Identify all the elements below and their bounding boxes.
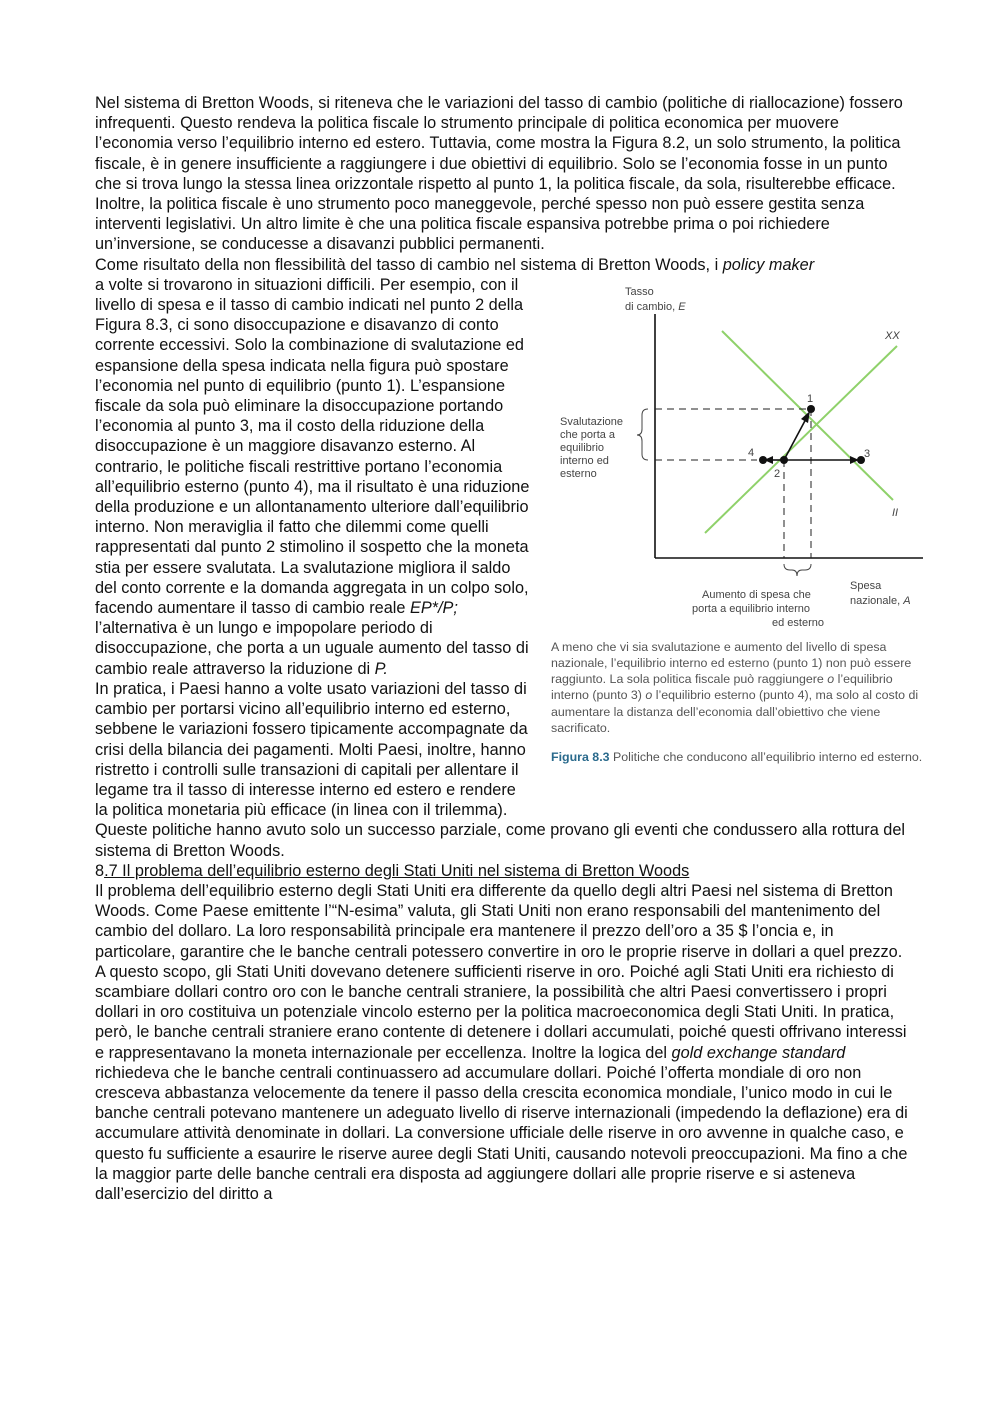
point-2-label: 2	[774, 467, 781, 480]
brace-bottom-line3: ed esterno	[772, 616, 824, 629]
paragraph-text: Il problema dell’equilibrio esterno degli Stati Uniti era differente da quello degli altri Paesi nel sistema di Bretton Woods. Come Paese emittente l’“N-esima” valuta, gli Stati Uniti non erano responsabili del mantenimento del cambio del dollaro. La loro responsabilità principale era mantenere il prezzo dell’oro a 35 $ l’oncia e, in particolare, garantire che le banche centrali potessero convertire in oro le proprie riserve in dollari a quel prezzo. A questo scopo, gli Stati Uniti dovevano detenere sufficienti riserve in oro. Poiché agli Stati Uniti era richiesto di scambiare dollari contro oro con le banche centrali straniere, la possibilità che altri Paesi convertissero i propri dollari in oro costituiva un potenziale vincolo esterno per la politica macroeconomica degli Stati Uniti. In pratica, però, le banche centrali straniere erano contente di detenere i dollari accumulati, poiché questi offrivano interessi e rappresentavano la moneta internazionale per eccellenza. Inoltre la logica del	[95, 881, 907, 1062]
document-body	[95, 93, 923, 1204]
figure-title	[551, 749, 931, 765]
brace-left-line4: interno ed	[560, 454, 609, 467]
x-axis-label-line2: nazionale, A	[850, 594, 911, 607]
xx-curve	[705, 346, 897, 533]
heading-text: .7 Il problema dell’equilibrio esterno degli Stati Uniti nel sistema di Bretton Woods	[104, 861, 690, 880]
italic-variable: P.	[374, 659, 388, 678]
xx-curve-label: XX	[885, 329, 900, 342]
section-heading	[95, 861, 915, 881]
brace-left-line3: equilibrio	[560, 441, 605, 454]
point-3-label: 3	[864, 447, 871, 460]
figure-label: Figura 8.3	[551, 749, 610, 764]
brace-left-line1: Svalutazione	[560, 415, 623, 428]
italic-term: policy maker	[722, 255, 815, 274]
ii-curve-label: II	[892, 506, 899, 519]
point-2-dot	[780, 456, 788, 464]
x-axis-label-line1: Spesa	[850, 579, 882, 592]
paragraph-text: richiedeva che le banche centrali continuassero ad accumulare dollari. Poiché l’offerta mondiale di oro non cresceva abbastanza velocemente da tenere il passo della crescita economica mondiale, l’unico modo in cui le banche centrali potevano mantenere un adeguato livello di riserve internazionali (impedendo la deflazione) era di accumulare attività denominate in dollari. La conversione ufficiale delle riserve in oro avvenne in qualche caso, e questo fu sufficiente a esaurire le riserve auree degli Stati Uniti, causando notevoli preoccupazioni. Ma fino a che la maggior parte delle banche centrali era disposta ad aggiungere dollari alle proprie riserve e si asteneva dall’esercizio del diritto a	[95, 1063, 908, 1203]
figure-8-3	[547, 279, 932, 819]
point-1-dot	[807, 405, 815, 413]
caption-text: l’equilibrio interno (punto 3)	[551, 672, 893, 703]
paragraph-us-external-balance	[95, 881, 915, 1204]
paragraph-bretton-woods-fiscal: Nel sistema di Bretton Woods, si riteneva che le variazioni del tasso di cambio (politiche di riallocazione) fossero infrequenti. Questo rendeva la politica fiscale lo strumento principale di politica economica per muovere l’economia verso l’equilibrio interno ed estero. Tuttavia, come mostra la Figura 8.2, un solo strumento, la politica fiscale, è in genere insufficiente a raggiungere i due obiettivi di equilibrio. Solo se l’economia fosse in un punto che si trova lungo la stessa linea orizzontale rispetto al punto 1, la politica fiscale, da sola, risulterebbe efficace. Inoltre, la politica fiscale è uno strumento poco maneggevole, perché spesso non può essere gestita senza interventi legislativi. Un altro limite è che una politica fiscale espansiva potrebbe prima o poi richiedere un’inversione, se conducesse a disavanzi pubblici permanenti.	[95, 94, 903, 254]
left-brace	[637, 409, 648, 460]
italic-term: gold exchange standard	[671, 1043, 846, 1062]
caption-italic: o	[645, 688, 653, 703]
figure-caption	[551, 639, 931, 736]
caption-italic: o	[827, 672, 835, 687]
paragraph-text: l’alternativa è un lungo e impopolare periodo di disoccupazione, che porta a un uguale aumento del tasso di cambio reale attraverso la riduzione di	[95, 619, 529, 678]
paragraph-in-practice: In pratica, i Paesi hanno a volte usato variazioni del tasso di cambio per portarsi vicino all’equilibrio interno ed esterno, sebbene le variazioni fossero tipicamente accompagnate da crisi della bilancia dei pagamenti. Molti Paesi, inoltre, hanno ristretto i controlli sulle transazioni di capitali per allentare il legame tra il tasso di interesse interno ed estero e rendere la politica monetaria più efficace (in linea con il trilemma). Queste politiche hanno avuto solo un successo parziale, come provano gli eventi che condussero alla rottura del sistema di Bretton Woods.	[95, 679, 906, 860]
y-axis-label-line1: Tasso	[625, 285, 654, 298]
brace-bottom-line1: Aumento di spesa che	[702, 588, 811, 601]
caption-text: l’equilibrio esterno (punto 4), ma solo al costo di aumentare la distanza dell’economia dall’obiettivo che viene sacrificato.	[551, 688, 919, 735]
y-axis-label-line2: di cambio, E	[625, 300, 686, 313]
paragraph-policy-makers	[95, 255, 915, 275]
arrow-to-point-1	[784, 417, 807, 460]
figure-title-text: Politiche che conducono all’equilibrio interno ed esterno.	[609, 749, 923, 764]
point-1-label: 1	[807, 392, 814, 405]
point-4-label: 4	[748, 446, 755, 459]
brace-left-line2: che porta a	[560, 428, 616, 441]
caption-text: A meno che vi sia svalutazione e aumento del livello di spesa nazionale, l’equilibrio interno ed esterno (punto 1) non può essere raggiunto. La sola politica fiscale può raggiungere	[551, 639, 912, 687]
figure-diagram	[547, 279, 932, 639]
paragraph-text: a volte si trovarono in situazioni difficili. Per esempio, con il livello di spesa e il tasso di cambio indicati nel punto 2 della Figura 8.3, ci sono disoccupazione e disavanzo di conto corrente eccessivi. Solo la combinazione di svalutazione ed espansione della spesa indicata nella figura può spostare l’economia nel punto di equilibrio (punto 1). L’espansione fiscale da sola può eliminare la disoccupazione portando l’economia al punto 3, ma il costo della riduzione della disoccupazione è un maggiore disavanzo esterno. Al contrario, le politiche fiscali restrittive portano l’economia all’equilibrio esterno (punto 4), ma il risultato è una riduzione della produzione e un allontanamento ulteriore dall’equilibrio interno. Non meraviglia il fatto che dilemmi come quelli rappresentati dal punto 2 stimolino il sospetto che la moneta stia per essere svalutata. La svalutazione migliora il saldo del conto corrente e la domanda aggregata in un colpo solo, facendo aumentare il tasso di cambio reale	[95, 275, 530, 618]
bottom-brace	[784, 564, 811, 576]
paragraph-text: Come risultato della non flessibilità del tasso di cambio nel sistema di Bretton Woods, i	[95, 255, 723, 274]
brace-bottom-line2: porta a equilibrio interno	[692, 602, 811, 615]
italic-formula: EP*/P;	[409, 599, 458, 618]
point-4-dot	[759, 456, 767, 464]
heading-number: 8	[95, 861, 105, 880]
brace-left-line5: esterno	[560, 467, 597, 480]
